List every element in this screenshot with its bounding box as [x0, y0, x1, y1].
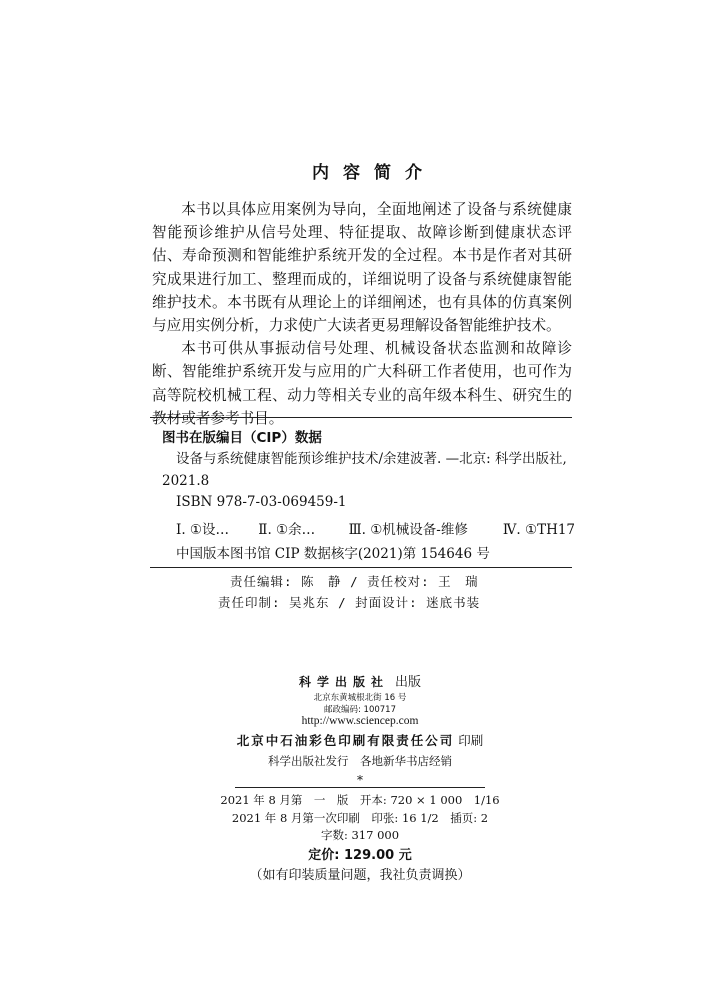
intro-title: 内容简介 [312, 163, 436, 183]
price-line: 定价: 129.00 元 [308, 848, 412, 863]
separator-star: * [357, 773, 363, 787]
cip-isbn: ISBN 978-7-03-069459-1 [176, 494, 347, 510]
cip-class-3: Ⅲ. ①机械设备-维修 [348, 522, 468, 538]
credits-production: 责任印制: 吴兆东 / 封面设计: 迷底书装 [218, 595, 481, 610]
cip-class-4: Ⅳ. ①TH17 [502, 522, 576, 538]
publisher-line [0, 671, 720, 690]
edition-line: 2021 年 8 月第 一 版 开本: 720 × 1 000 1/16 [220, 793, 500, 807]
publisher-suffix: 出版 [395, 675, 422, 690]
cip-classification [176, 518, 575, 538]
cip-bottom-rule [150, 567, 572, 568]
cip-title-line: 设备与系统健康智能预诊维护技术/余建波著. —北京: 科学出版社, [176, 451, 567, 467]
intro-body [152, 198, 572, 430]
publisher-url: http://www.sciencep.com [301, 715, 419, 727]
intro-paragraph-2: 本书可供从事振动信号处理、机械设备状态监测和故障诊断、智能维护系统开发与应用的广大科研工作者使用，也可作为高等院校机械工程、动力等相关专业的高年级本科生、研究生的教材或者参考书目。 [152, 340, 572, 427]
printer-name: 北京中石油彩色印刷有限责任公司 [236, 733, 455, 748]
publisher-address: 北京东黄城根北街 16 号 [313, 693, 407, 703]
wordcount-line: 字数: 317 000 [320, 828, 400, 842]
cip-class-2: Ⅱ. ①余… [258, 522, 316, 538]
printing-line: 2021 年 8 月第一次印刷 印张: 16 1/2 插页: 2 [231, 811, 489, 825]
distribution-line: 科学出版社发行 各地新华书店经销 [268, 754, 452, 768]
publisher-name: 科学出版社 [298, 675, 389, 689]
cip-class-1: Ⅰ. ①设… [176, 522, 230, 538]
intro-paragraph-1: 本书以具体应用案例为导向，全面地阐述了设备与系统健康智能预诊维护从信号处理、特征提取、故障诊断到健康状态评估、寿命预测和智能维护系统开发的全过程。本书是作者对其研究成果进行加工、整理而成的，详细说明了设备与系统健康智能维护技术。本书既有从理论上的详细阐述，也有具体的仿真案例与应用实例分析，力求使广大读者更易理解设备智能维护技术。 [152, 201, 572, 335]
cip-library-number: 中国版本图书馆 CIP 数据核字(2021)第 154646 号 [176, 546, 490, 562]
cip-heading: 图书在版编目（CIP）数据 [162, 430, 322, 446]
publisher-rule [235, 787, 485, 788]
quality-notice: （如有印装质量问题，我社负责调换） [249, 868, 471, 883]
printer-line [0, 731, 720, 749]
printer-suffix: 印刷 [458, 733, 484, 748]
publisher-postcode: 邮政编码: 100717 [323, 705, 396, 715]
credits-editors: 责任编辑: 陈 静 / 责任校对: 王 瑞 [230, 574, 479, 589]
cip-top-rule [150, 417, 572, 418]
cip-date-line: 2021.8 [162, 473, 210, 489]
